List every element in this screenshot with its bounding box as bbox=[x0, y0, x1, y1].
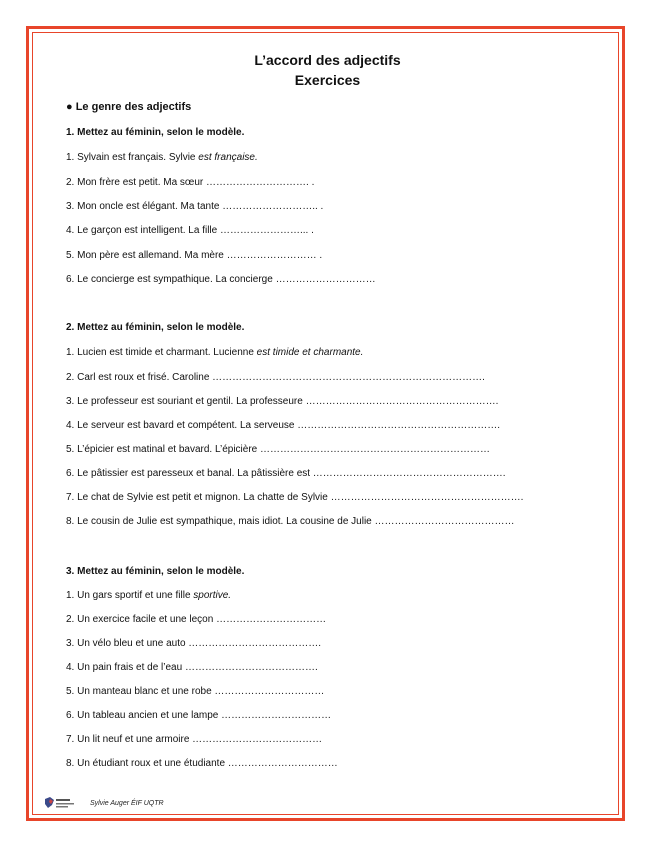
ex2-model bbox=[66, 347, 363, 359]
ex3-item: 4. Un pain frais et de l’eau …………………………………. bbox=[66, 662, 318, 673]
ex2-item: 8. Le cousin de Julie est sympathique, mais idiot. La cousine de Julie …………………………………… bbox=[66, 516, 515, 527]
ex1-item: 6. Le concierge est sympathique. La concierge ………………………… bbox=[66, 274, 376, 285]
ex2-instruction: 2. Mettez au féminin, selon le modèle. bbox=[66, 322, 245, 333]
ex2-model-answer: est timide et charmante. bbox=[256, 347, 364, 358]
ex1-model bbox=[66, 152, 258, 164]
ex2-item: 6. Le pâtissier est paresseux et banal. La pâtissière est …………………………………………………. bbox=[66, 468, 506, 479]
ex3-item: 3. Un vélo bleu et une auto …………………………………. bbox=[66, 638, 322, 649]
ex1-instruction: 1. Mettez au féminin, selon le modèle. bbox=[66, 127, 245, 138]
ex3-item: 7. Un lit neuf et une armoire ………………………………… bbox=[66, 734, 323, 745]
footer-text: Sylvie Auger ÉIF UQTR bbox=[90, 799, 164, 807]
ex2-item: 5. L’épicier est matinal et bavard. L’épicière …………………………………………………………… bbox=[66, 444, 490, 455]
ex1-model-prefix: 1. Sylvain est français. Sylvie bbox=[66, 152, 199, 163]
page-subtitle: Exercices bbox=[294, 72, 361, 88]
ex2-item: 7. Le chat de Sylvie est petit et mignon. La chatte de Sylvie …………………………………………………. bbox=[66, 492, 524, 503]
ex1-item: 4. Le garçon est intelligent. La fille ……………………... . bbox=[66, 225, 314, 236]
ex3-model-prefix: 1. Un gars sportif et une fille bbox=[66, 590, 194, 601]
uqtr-logo-icon bbox=[44, 796, 84, 810]
ex1-item: 5. Mon père est allemand. Ma mère ……………………… . bbox=[66, 250, 323, 261]
ex2-item: 3. Le professeur est souriant et gentil. La professeure …………………………………………………. bbox=[66, 396, 499, 407]
page-title: L’accord des adjectifs bbox=[254, 52, 401, 68]
ex3-item: 2. Un exercice facile et une leçon …………………………… bbox=[66, 614, 327, 625]
section-heading: ● Le genre des adjectifs bbox=[66, 101, 192, 113]
ex3-item: 5. Un manteau blanc et une robe …………………………… bbox=[66, 686, 325, 697]
ex2-item: 4. Le serveur est bavard et compétent. La serveuse ……………………………………………………. bbox=[66, 420, 501, 431]
ex3-instruction: 3. Mettez au féminin, selon le modèle. bbox=[66, 566, 245, 577]
ex1-item: 3. Mon oncle est élégant. Ma tante ……………………….. . bbox=[66, 201, 324, 212]
ex3-item: 6. Un tableau ancien et une lampe …………………………… bbox=[66, 710, 332, 721]
ex3-model bbox=[66, 590, 231, 602]
ex3-model-answer: sportive. bbox=[193, 590, 232, 601]
section-heading-text: Le genre des adjectifs bbox=[75, 101, 192, 113]
ex1-item: 2. Mon frère est petit. Ma sœur …………………………. . bbox=[66, 177, 315, 188]
ex3-item: 8. Un étudiant roux et une étudiante …………………………… bbox=[66, 758, 338, 769]
ex2-model-prefix: 1. Lucien est timide et charmant. Lucienne bbox=[66, 347, 257, 358]
ex2-item: 2. Carl est roux et frisé. Caroline ………………………………………………………………………. bbox=[66, 372, 485, 383]
footer bbox=[44, 796, 164, 810]
ex1-model-answer: est française. bbox=[198, 152, 258, 163]
